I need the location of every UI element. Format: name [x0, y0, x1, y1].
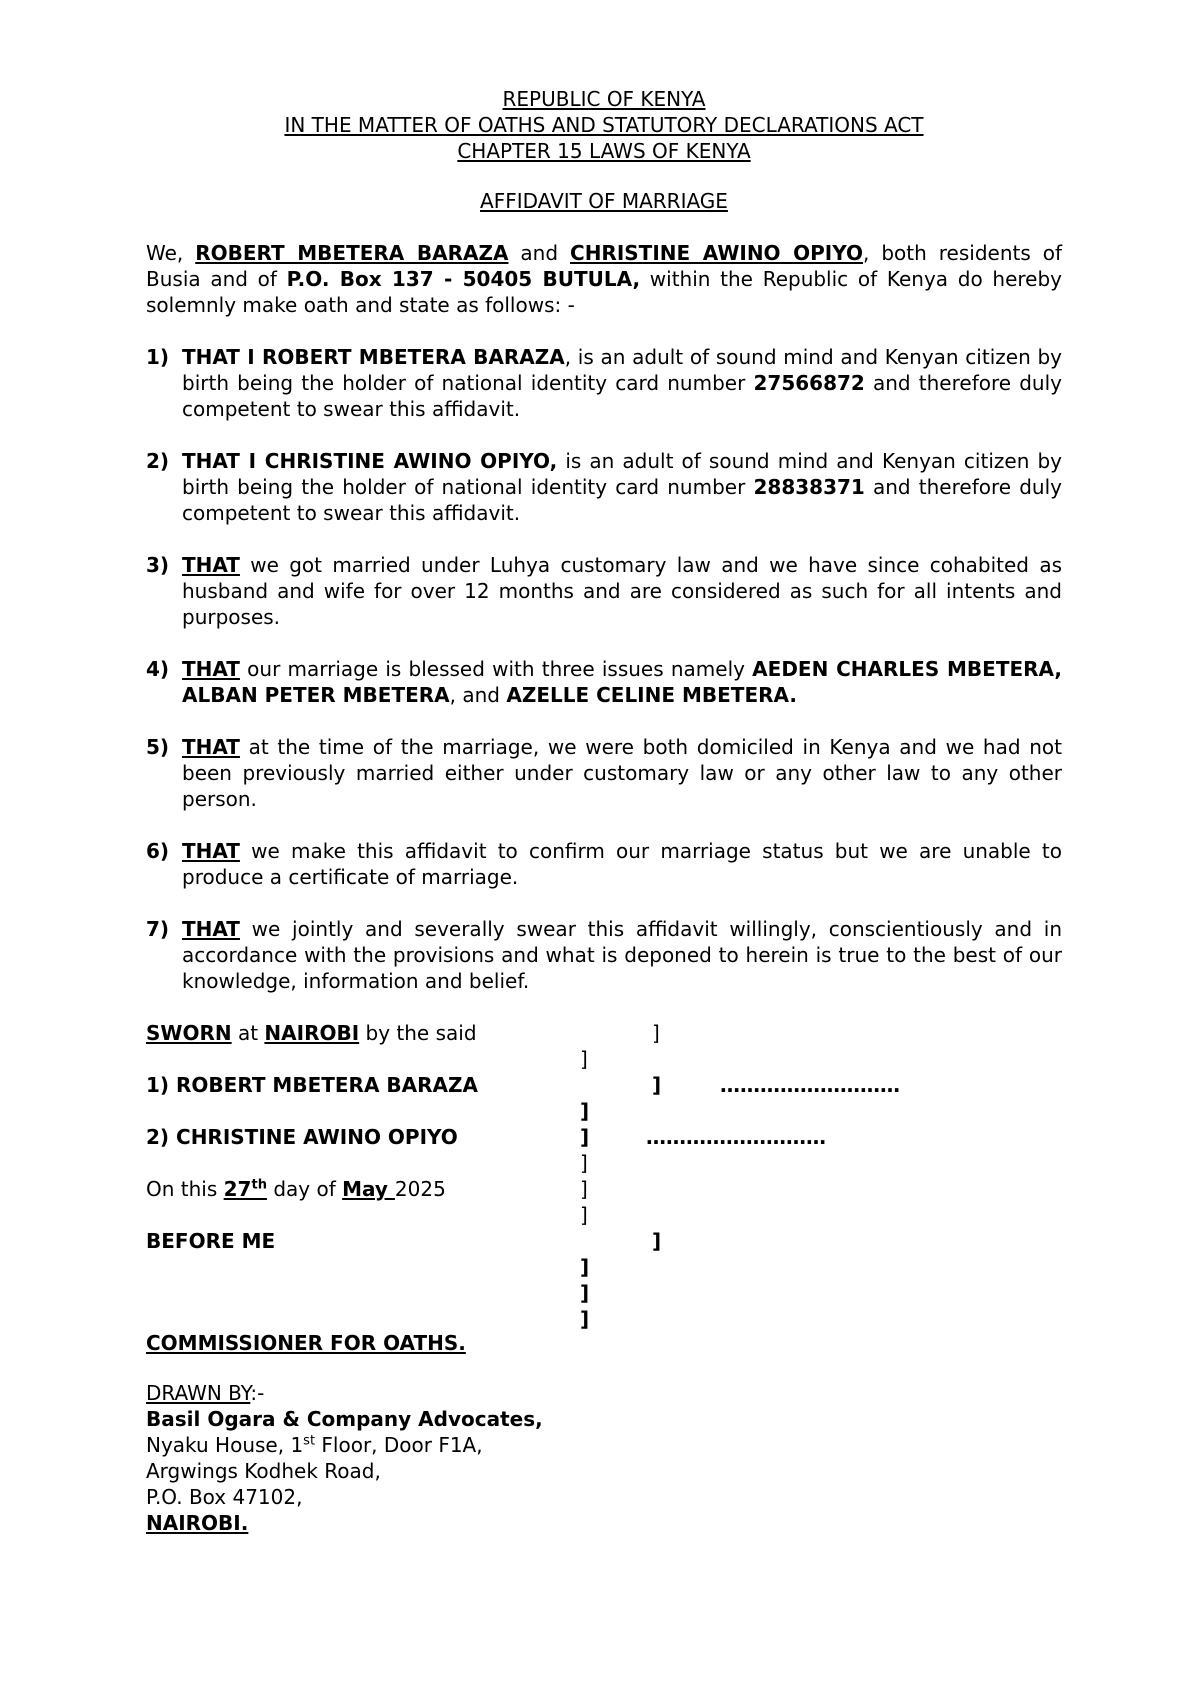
intro-we: We,	[146, 241, 196, 265]
date-month: May	[342, 1177, 395, 1201]
date-day-suffix: th	[251, 1177, 267, 1193]
clause-number: 2)	[146, 449, 170, 473]
jurat-bracket: ]	[652, 1073, 662, 1097]
clause-number: 1)	[146, 345, 170, 369]
clause-that: THAT	[182, 917, 240, 941]
intro-paragraph	[146, 240, 1062, 318]
clause-lead: THAT I ROBERT MBETERA BARAZA	[182, 345, 565, 369]
commissioner-for-oaths: COMMISSIONER FOR OATHS.	[146, 1331, 466, 1355]
clause-text: we got married under Luhya customary law and we have since cohabited as husband and wife for over 12 months and are considered as such for all intents and purposes.	[182, 553, 1062, 629]
intro-and: and	[508, 241, 571, 265]
jurat-bracket: ]	[580, 1177, 588, 1201]
clause-text: our marriage is blessed with three issues namely	[239, 657, 753, 681]
clause-6	[146, 838, 1062, 890]
date-day-of: day of	[266, 1177, 343, 1201]
clause-that: THAT	[182, 735, 240, 759]
clause-7	[146, 916, 1062, 994]
clause-number: 5)	[146, 735, 170, 759]
clause-text: , is an adult of sound mind and Kenyan citizen by birth being the holder of national identity card number	[182, 345, 1062, 395]
date-day-number: 27	[223, 1177, 252, 1201]
jurat-sworn-line	[146, 1020, 477, 1046]
sworn-at: at	[231, 1021, 265, 1045]
clause-that: THAT	[182, 657, 240, 681]
drawn-by-suffix: :-	[250, 1381, 265, 1405]
jurat-bracket: ]	[652, 1229, 662, 1253]
clause-2	[146, 448, 1062, 526]
clause-number: 7)	[146, 917, 170, 941]
child-name-3: AZELLE CELINE MBETERA.	[506, 683, 797, 707]
id-number: 27566872	[753, 371, 865, 395]
drawn-by-block	[146, 1380, 1062, 1536]
clause-number: 4)	[146, 657, 170, 681]
signature-line-1: ………………………	[720, 1073, 900, 1097]
clause-number: 6)	[146, 839, 170, 863]
firm-address-3: P.O. Box 47102,	[146, 1485, 303, 1509]
heading-matter: IN THE MATTER OF OATHS AND STATUTORY DECLARATIONS ACT	[284, 113, 924, 137]
jurat-bracket: ]	[580, 1255, 590, 1279]
jurat-bracket: ]	[580, 1281, 590, 1305]
clause-text: and therefore duly competent to swear this affidavit.	[182, 475, 1062, 525]
address-building: Nyaku House, 1	[146, 1433, 304, 1457]
clause-text: is an adult of sound mind and Kenyan citizen by birth being the holder of national identity card number	[182, 449, 1062, 499]
id-number: 28838371	[753, 475, 865, 499]
firm-address-2: Argwings Kodhek Road,	[146, 1459, 381, 1483]
intro-rest-1: , both residents of Busia and of	[146, 241, 1063, 291]
document-title: AFFIDAVIT OF MARRIAGE	[480, 189, 728, 213]
document-heading	[146, 86, 1062, 164]
clause-text: and therefore duly competent to swear this affidavit.	[182, 371, 1062, 421]
jurat-block	[146, 1020, 1062, 1330]
intro-address: P.O. Box 137 - 50405 BUTULA,	[286, 267, 641, 291]
deponent-name-1: ROBERT MBETERA BARAZA	[195, 241, 509, 265]
heading-republic: REPUBLIC OF KENYA	[502, 87, 706, 111]
jurat-deponent-2: 2) CHRISTINE AWINO OPIYO	[146, 1125, 458, 1149]
address-floor: Floor, Door F1A,	[315, 1433, 483, 1457]
date-year: 2025	[394, 1177, 446, 1201]
sworn-label: SWORN	[146, 1021, 232, 1045]
clause-text: , and	[449, 683, 507, 707]
clause-3	[146, 552, 1062, 630]
deponent-name-2: CHRISTINE AWINO OPIYO	[570, 241, 864, 265]
jurat-bracket: ]	[580, 1203, 588, 1227]
affidavit-document	[146, 86, 1062, 1536]
clause-text: we make this affidavit to confirm our marriage status but we are unable to produce a certificate of marriage.	[182, 839, 1062, 889]
jurat-bracket: ]	[580, 1099, 590, 1123]
jurat-bracket: ]	[580, 1151, 588, 1175]
firm-city: NAIROBI.	[146, 1511, 249, 1535]
children-names: AEDEN CHARLES MBETERA, ALBAN PETER MBETERA	[182, 657, 1062, 707]
clause-5	[146, 734, 1062, 812]
heading-chapter: CHAPTER 15 LAWS OF KENYA	[457, 139, 751, 163]
sworn-by-said: by the said	[359, 1021, 477, 1045]
jurat-bracket: ]	[652, 1021, 660, 1045]
drawn-by-label-line	[146, 1380, 1062, 1406]
drawn-by-label: DRAWN BY	[146, 1381, 251, 1405]
clause-that: THAT	[182, 553, 240, 577]
jurat-bracket: ]	[580, 1125, 590, 1149]
firm-address-1	[146, 1432, 1062, 1458]
date-on-this: On this	[146, 1177, 224, 1201]
clause-text: at the time of the marriage, we were both domiciled in Kenya and we had not been previously married either under customary law or any other law to any other person.	[182, 735, 1062, 811]
clause-number: 3)	[146, 553, 170, 577]
jurat-bracket: ]	[580, 1047, 588, 1071]
jurat-before-me: BEFORE ME	[146, 1229, 276, 1253]
clause-lead: THAT I CHRISTINE AWINO OPIYO,	[182, 449, 558, 473]
clause-text: we jointly and severally swear this affidavit willingly, conscientiously and in accordance with the provisions and what is deponed to herein is true to the best of our knowledge, information and belief.	[182, 917, 1062, 993]
intro-rest-2: within the Republic of Kenya do hereby solemnly make oath and state as follows: -	[146, 267, 1063, 317]
sworn-place: NAIROBI	[264, 1021, 360, 1045]
clause-1	[146, 344, 1062, 422]
clause-4	[146, 656, 1062, 708]
jurat-bracket: ]	[580, 1307, 590, 1331]
date-day	[224, 1177, 267, 1201]
jurat-date-line	[146, 1176, 446, 1202]
address-floor-suffix: st	[303, 1433, 316, 1449]
signature-line-2: ………………………	[646, 1125, 826, 1149]
firm-name: Basil Ogara & Company Advocates,	[146, 1407, 543, 1431]
clause-that: THAT	[182, 839, 240, 863]
jurat-deponent-1: 1) ROBERT MBETERA BARAZA	[146, 1073, 478, 1097]
